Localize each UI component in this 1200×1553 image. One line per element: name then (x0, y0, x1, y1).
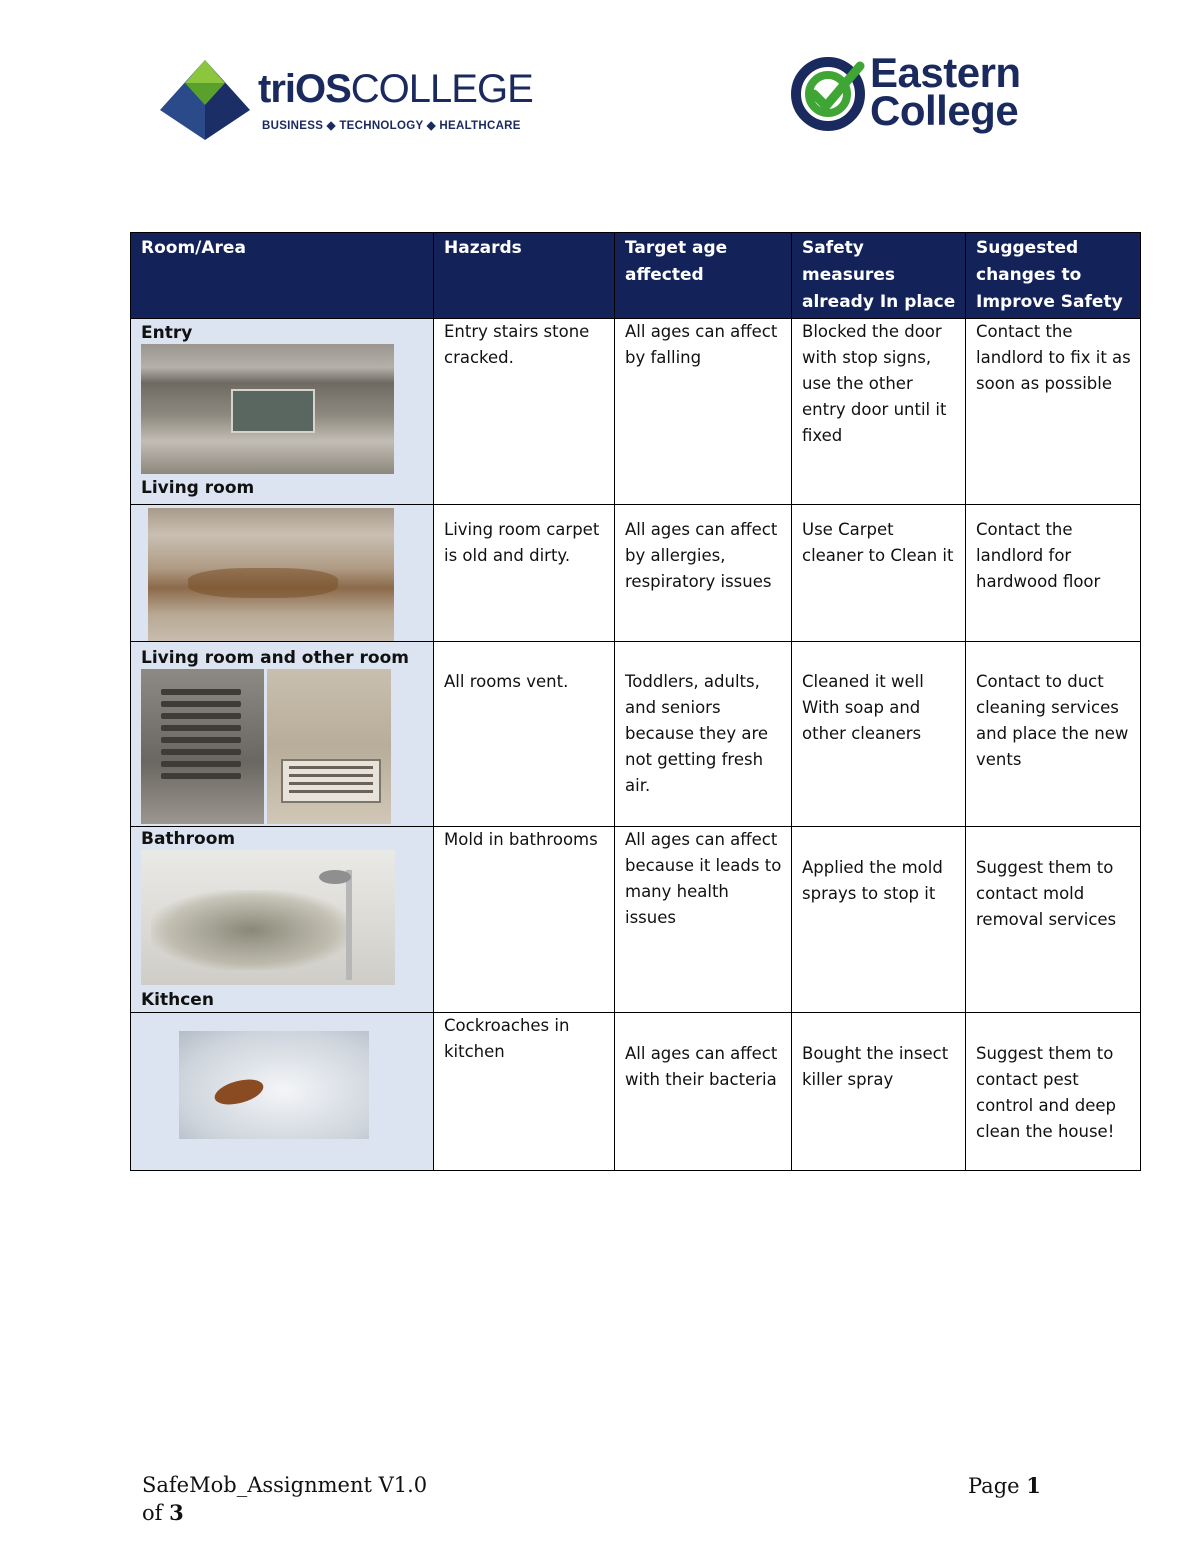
column-header: Hazards (434, 233, 615, 319)
table-row (131, 319, 1141, 505)
cracked-stairs-photo (141, 344, 394, 474)
hazard-cell: Living room carpet is old and dirty. (434, 505, 615, 642)
room-label: Kithcen (141, 990, 214, 1010)
room-label: Living room and other room (141, 648, 409, 668)
cockroach-photo (179, 1031, 369, 1139)
hazard-cell: Mold in bathrooms (434, 827, 615, 1013)
target-cell: All ages can affect by allergies, respiratory issues (615, 505, 792, 642)
pyramid-logo-icon (150, 55, 250, 145)
changes-cell: Suggest them to contact mold removal services (966, 827, 1141, 1013)
table-row (131, 505, 1141, 642)
column-header: Target age affected (615, 233, 792, 319)
page-word: Page (968, 1474, 1020, 1498)
changes-cell: Contact the landlord for hardwood floor (966, 505, 1141, 642)
hazard-cell: Cockroaches in kitchen (434, 1013, 615, 1171)
target-cell: All ages can affect because it leads to many health issues (615, 827, 792, 1013)
room-label: Living room (141, 478, 255, 498)
logo-line-2: College (870, 87, 1019, 134)
logo-name-bold: triOS (258, 67, 351, 111)
trios-college-logo (150, 55, 533, 150)
dirty-vents-photo (141, 669, 433, 824)
dirty-carpet-photo (148, 508, 394, 641)
table-header-row (131, 233, 1141, 319)
changes-cell: Contact the landlord to fix it as soon as possible (966, 319, 1141, 505)
column-header: Safety measures already In place (792, 233, 966, 319)
eastern-check-logo-icon (790, 52, 866, 132)
logo-line-1: Eastern (870, 49, 1021, 96)
target-cell: All ages can affect with their bacteria (615, 1013, 792, 1171)
table-row (131, 642, 1141, 827)
room-cell (131, 827, 434, 1013)
vent-photo-right (267, 669, 391, 824)
measures-cell: Bought the insect killer spray (792, 1013, 966, 1171)
footer-page-number (968, 1472, 1041, 1500)
eastern-college-logo (790, 50, 1060, 140)
hazard-table (130, 232, 1141, 1171)
measures-cell: Use Carpet cleaner to Clean it (792, 505, 966, 642)
changes-cell: Contact to duct cleaning services and place the new vents (966, 642, 1141, 827)
of-text: of (142, 1501, 163, 1525)
room-cell (131, 505, 434, 642)
table-row (131, 1013, 1141, 1171)
vent-photo-left (141, 669, 264, 824)
room-cell (131, 1013, 434, 1171)
measures-cell: Blocked the door with stop signs, use the other entry door until it fixed (792, 319, 966, 505)
room-label: Bathroom (141, 829, 236, 849)
room-cell (131, 319, 434, 505)
column-header: Room/Area (131, 233, 434, 319)
table-row (131, 827, 1141, 1013)
doc-title: SafeMob_Assignment V1.0 (142, 1473, 428, 1497)
target-cell: Toddlers, adults, and seniors because they are not getting fresh air. (615, 642, 792, 827)
logo-tagline: BUSINESS ◆ TECHNOLOGY ◆ HEALTHCARE (262, 120, 521, 132)
room-label: Entry (141, 323, 193, 343)
column-header: Suggested changes to Improve Safety (966, 233, 1141, 319)
hazard-cell: All rooms vent. (434, 642, 615, 827)
hazard-cell: Entry stairs stone cracked. (434, 319, 615, 505)
logo-name-rest: COLLEGE (350, 67, 533, 111)
footer-doc-label (142, 1472, 427, 1527)
target-cell: All ages can affect by falling (615, 319, 792, 505)
total-pages: 3 (169, 1500, 184, 1525)
bathroom-mold-photo (141, 850, 395, 985)
page-number: 1 (1026, 1473, 1041, 1498)
changes-cell: Suggest them to contact pest control and deep clean the house! (966, 1013, 1141, 1171)
measures-cell: Applied the mold sprays to stop it (792, 827, 966, 1013)
measures-cell: Cleaned it well With soap and other cleaners (792, 642, 966, 827)
room-cell (131, 642, 434, 827)
